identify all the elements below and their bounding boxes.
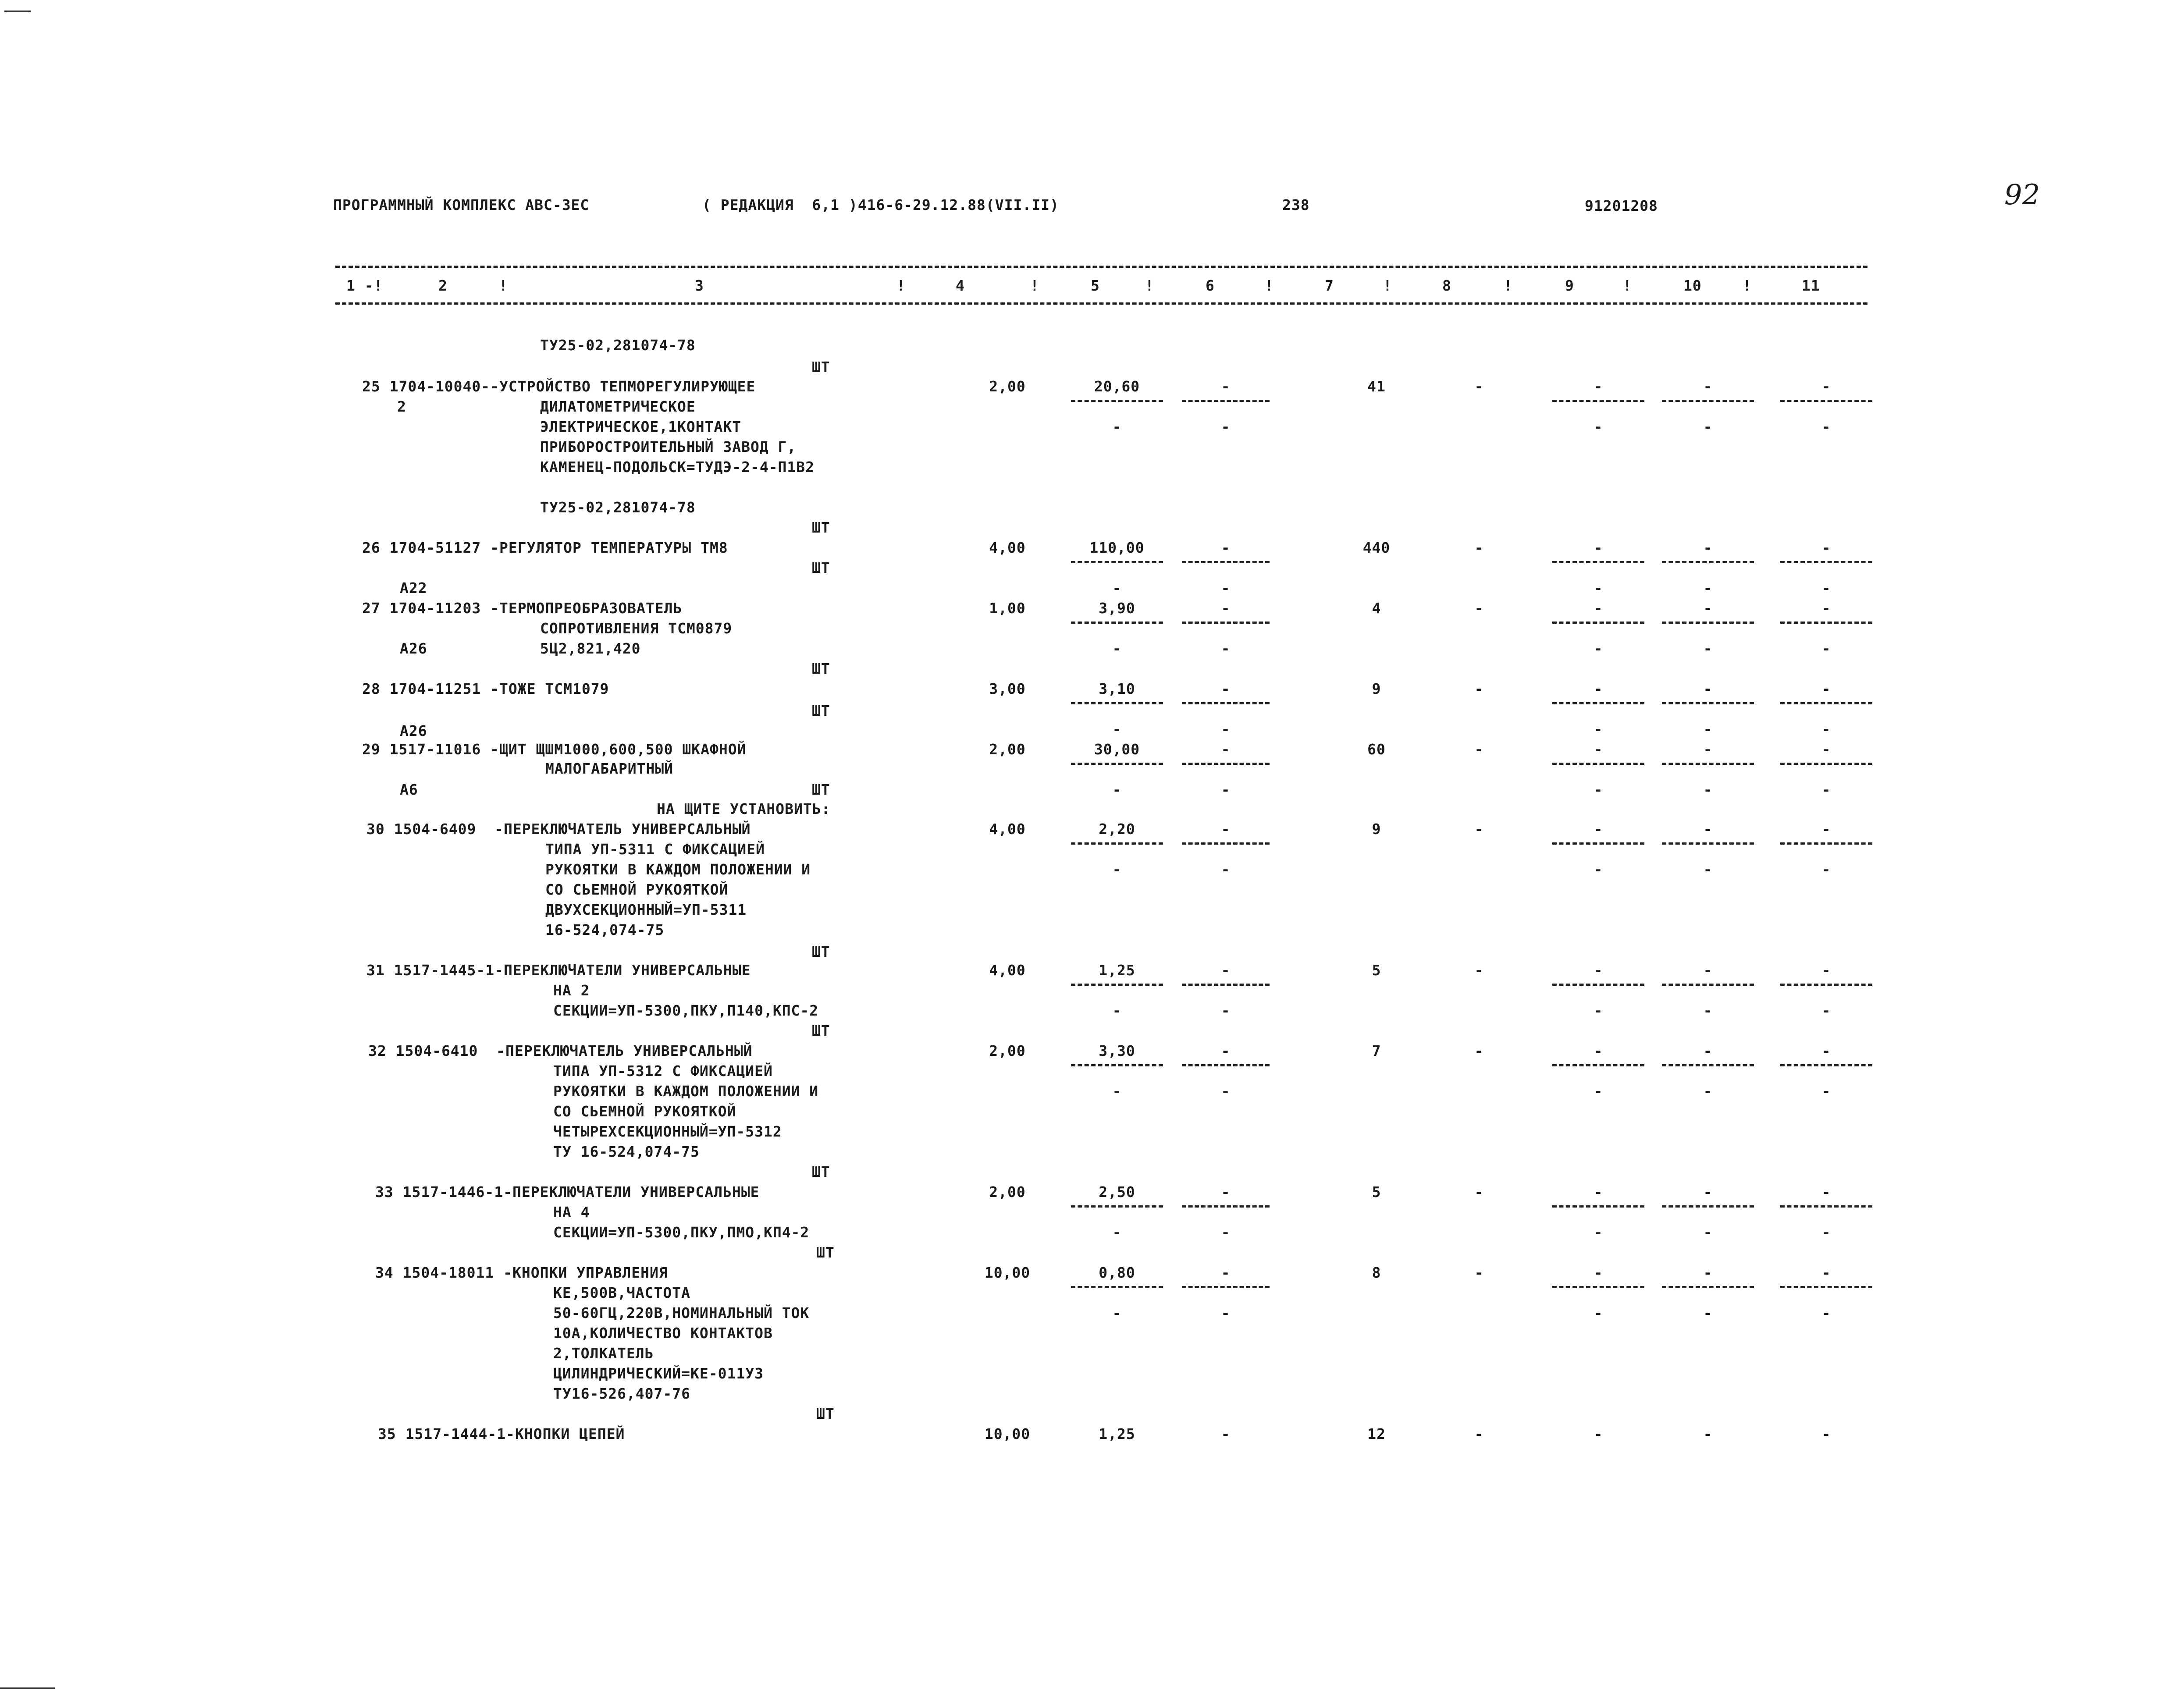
cell-c5: 20,60 bbox=[1094, 378, 1140, 395]
cell-underline bbox=[1662, 622, 1754, 624]
cell-underline bbox=[1662, 1286, 1754, 1288]
item-line: ДВУХСЕКЦИОННЫЙ=УП-5311 bbox=[545, 901, 747, 918]
cell-c4: 3,00 bbox=[989, 680, 1026, 697]
table-header-rule bbox=[335, 302, 1867, 305]
cell-underline bbox=[1071, 1286, 1163, 1288]
unit-label: ШТ bbox=[812, 519, 830, 536]
cell-underline bbox=[1182, 400, 1270, 402]
cell-c7: 7 bbox=[1372, 1042, 1381, 1059]
cell-c6: - bbox=[1221, 962, 1231, 979]
subtotal-dash: - bbox=[1703, 861, 1713, 878]
cell-underline bbox=[1662, 984, 1754, 986]
section-note: НА ЩИТЕ УСТАНОВИТЬ: bbox=[657, 800, 831, 817]
column-header: ! bbox=[1623, 277, 1632, 294]
unit-label: ШТ bbox=[812, 781, 830, 798]
subtotal-dash: - bbox=[1821, 861, 1831, 878]
subtotal-dash: - bbox=[1594, 781, 1603, 798]
cell-underline bbox=[1552, 1286, 1644, 1288]
item-line: ТУ16-526,407-76 bbox=[553, 1385, 691, 1402]
cell-underline bbox=[1182, 763, 1270, 765]
subtotal-dash: - bbox=[1112, 781, 1122, 798]
subtotal-dash: - bbox=[1821, 781, 1831, 798]
cell-c4: 4,00 bbox=[989, 962, 1026, 979]
program-title: ПРОГРАММНЫЙ КОМПЛЕКС АВС-3ЕС bbox=[333, 196, 590, 213]
cell-c4: 4,00 bbox=[989, 539, 1026, 556]
subtotal-dash: - bbox=[1821, 418, 1831, 435]
subtotal-dash: - bbox=[1594, 579, 1603, 597]
cell-c7: 9 bbox=[1372, 821, 1381, 838]
cell-c11: - bbox=[1821, 680, 1831, 697]
item-line: 26 1704-51127 -РЕГУЛЯТОР ТЕМПЕРАТУРЫ ТМ8 bbox=[362, 539, 728, 556]
cell-underline bbox=[1182, 984, 1270, 986]
cell-underline bbox=[1780, 842, 1872, 845]
cell-c5: 0,80 bbox=[1099, 1264, 1135, 1281]
subtotal-dash: - bbox=[1221, 861, 1231, 878]
cell-c10: - bbox=[1703, 378, 1713, 395]
cell-c5: 2,20 bbox=[1099, 821, 1135, 838]
subtotal-dash: - bbox=[1112, 1002, 1122, 1019]
cell-c7: 8 bbox=[1372, 1264, 1381, 1281]
spec-line: ТУ25-02,281074-78 bbox=[540, 337, 696, 354]
subtotal-dash: - bbox=[1112, 418, 1122, 435]
item-line: 31 1517-1445-1-ПЕРЕКЛЮЧАТЕЛИ УНИВЕРСАЛЬНЫЕ bbox=[366, 962, 751, 979]
cell-c11: - bbox=[1821, 539, 1831, 556]
item-line: КАМЕНЕЦ-ПОДОЛЬСК=ТУДЭ-2-4-П1В2 bbox=[540, 458, 815, 476]
subtotal-dash: - bbox=[1821, 1083, 1831, 1100]
item-line: ДИЛАТОМЕТРИЧЕСКОЕ bbox=[540, 398, 696, 415]
subtotal-dash: - bbox=[1221, 418, 1231, 435]
item-line: ТИПА УП-5312 С ФИКСАЦИЕЙ bbox=[553, 1062, 773, 1080]
unit-label: ШТ bbox=[812, 359, 830, 376]
cell-c9: - bbox=[1594, 1042, 1603, 1059]
subtotal-dash: - bbox=[1594, 418, 1603, 435]
cell-c10: - bbox=[1703, 600, 1713, 617]
item-line: СО СЬЕМНОЙ РУКОЯТКОЙ bbox=[553, 1103, 736, 1120]
cell-c6: - bbox=[1221, 1183, 1231, 1201]
cell-underline bbox=[1780, 561, 1872, 563]
column-header: 6 bbox=[1206, 277, 1215, 294]
column-header: 1 -! bbox=[346, 277, 383, 294]
item-line: 29 1517-11016 -ЩИТ ЩШМ1000,600,500 ШКАФНОЙ bbox=[362, 741, 747, 758]
item-line: А6 bbox=[400, 781, 418, 798]
cell-c5: 3,10 bbox=[1099, 680, 1135, 697]
column-header: ! bbox=[1265, 277, 1274, 294]
subtotal-dash: - bbox=[1703, 1002, 1713, 1019]
cell-underline bbox=[1552, 400, 1644, 402]
cell-c5: 1,25 bbox=[1099, 1425, 1135, 1442]
cell-c10: - bbox=[1703, 741, 1713, 758]
item-line: ТИПА УП-5311 С ФИКСАЦИЕЙ bbox=[545, 841, 765, 858]
cell-c5: 110,00 bbox=[1089, 539, 1145, 556]
column-header: ! bbox=[499, 277, 508, 294]
cell-c5: 2,50 bbox=[1099, 1183, 1135, 1201]
cell-underline bbox=[1780, 622, 1872, 624]
corner-mark bbox=[4, 11, 31, 12]
item-line: А26 bbox=[400, 722, 427, 739]
column-header: ! bbox=[1145, 277, 1154, 294]
corner-mark bbox=[0, 1687, 55, 1689]
item-line: СЕКЦИИ=УП-5300,ПКУ,П140,КПС-2 bbox=[553, 1002, 819, 1019]
cell-underline bbox=[1552, 561, 1644, 563]
cell-c6: - bbox=[1221, 1042, 1231, 1059]
item-line: ЦИЛИНДРИЧЕСКИЙ=КЕ-011У3 bbox=[553, 1365, 764, 1382]
cell-c5: 30,00 bbox=[1094, 741, 1140, 758]
cell-underline bbox=[1071, 1205, 1163, 1208]
cell-c8: - bbox=[1474, 539, 1484, 556]
cell-c11: - bbox=[1821, 1042, 1831, 1059]
item-line: 50-60ГЦ,220В,НОМИНАЛЬНЫЙ ТОК bbox=[553, 1304, 810, 1321]
subtotal-dash: - bbox=[1703, 418, 1713, 435]
subtotal-dash: - bbox=[1221, 640, 1231, 657]
item-line: ТУ 16-524,074-75 bbox=[553, 1143, 700, 1160]
subtotal-dash: - bbox=[1821, 640, 1831, 657]
cell-underline bbox=[1552, 763, 1644, 765]
item-line: 10А,КОЛИЧЕСТВО КОНТАКТОВ bbox=[553, 1325, 773, 1342]
cell-underline bbox=[1071, 702, 1163, 704]
cell-c11: - bbox=[1821, 378, 1831, 395]
document-code: 91201208 bbox=[1585, 197, 1658, 214]
subtotal-dash: - bbox=[1594, 640, 1603, 657]
cell-c7: 41 bbox=[1367, 378, 1386, 395]
cell-underline bbox=[1552, 622, 1644, 624]
column-header: 10 bbox=[1683, 277, 1702, 294]
cell-underline bbox=[1071, 622, 1163, 624]
cell-underline bbox=[1182, 1205, 1270, 1208]
subtotal-dash: - bbox=[1112, 640, 1122, 657]
column-header: ! bbox=[1504, 277, 1513, 294]
subtotal-dash: - bbox=[1703, 721, 1713, 738]
subtotal-dash: - bbox=[1821, 579, 1831, 597]
column-header: 4 bbox=[956, 277, 965, 294]
subtotal-dash: - bbox=[1594, 1083, 1603, 1100]
subtotal-dash: - bbox=[1221, 1304, 1231, 1321]
cell-c4: 10,00 bbox=[984, 1425, 1031, 1442]
cell-underline bbox=[1780, 1205, 1872, 1208]
cell-underline bbox=[1780, 1286, 1872, 1288]
subtotal-dash: - bbox=[1112, 721, 1122, 738]
subtotal-dash: - bbox=[1703, 1224, 1713, 1241]
cell-c8: - bbox=[1474, 741, 1484, 758]
unit-label: ШТ bbox=[812, 559, 830, 576]
item-line: СОПРОТИВЛЕНИЯ ТСМ0879 bbox=[540, 620, 733, 637]
cell-c5: 3,90 bbox=[1099, 600, 1135, 617]
item-line: СО СЬЕМНОЙ РУКОЯТКОЙ bbox=[545, 881, 729, 898]
cell-underline bbox=[1662, 763, 1754, 765]
item-line: НА 4 bbox=[553, 1204, 590, 1221]
cell-c6: - bbox=[1221, 1264, 1231, 1281]
item-line: 5Ц2,821,420 bbox=[540, 640, 641, 657]
cell-c6: - bbox=[1221, 539, 1231, 556]
table-top-rule bbox=[335, 266, 1867, 268]
cell-c6: - bbox=[1221, 821, 1231, 838]
edition-label: ( РЕДАКЦИЯ 6,1 )416-6-29.12.88(VII.II) bbox=[702, 196, 1059, 213]
cell-c10: - bbox=[1703, 821, 1713, 838]
cell-c8: - bbox=[1474, 1183, 1484, 1201]
unit-label: ШТ bbox=[812, 1022, 830, 1039]
cell-c6: - bbox=[1221, 741, 1231, 758]
cell-underline bbox=[1182, 561, 1270, 563]
cell-underline bbox=[1071, 763, 1163, 765]
item-line: 27 1704-11203 -ТЕРМОПРЕОБРАЗОВАТЕЛЬ bbox=[362, 600, 683, 617]
unit-label: ШТ bbox=[812, 1163, 830, 1180]
column-header: 11 bbox=[1802, 277, 1820, 294]
cell-c11: - bbox=[1821, 1264, 1831, 1281]
cell-c9: - bbox=[1594, 378, 1603, 395]
subtotal-dash: - bbox=[1821, 1002, 1831, 1019]
cell-underline bbox=[1662, 1205, 1754, 1208]
item-line: РУКОЯТКИ В КАЖДОМ ПОЛОЖЕНИИ И bbox=[553, 1083, 819, 1100]
subtotal-dash: - bbox=[1703, 781, 1713, 798]
item-line: ЭЛЕКТРИЧЕСКОЕ,1КОНТАКТ bbox=[540, 418, 742, 435]
cell-c8: - bbox=[1474, 1264, 1484, 1281]
cell-c4: 2,00 bbox=[989, 1183, 1026, 1201]
cell-c11: - bbox=[1821, 962, 1831, 979]
subtotal-dash: - bbox=[1821, 1304, 1831, 1321]
column-header: 7 bbox=[1325, 277, 1334, 294]
cell-c8: - bbox=[1474, 378, 1484, 395]
item-line: 25 1704-10040--УСТРОЙСТВО ТЕПМОРЕГУЛИРУЮЩЕЕ bbox=[362, 378, 756, 395]
cell-underline bbox=[1071, 984, 1163, 986]
cell-c10: - bbox=[1703, 1042, 1713, 1059]
cell-c9: - bbox=[1594, 680, 1603, 697]
subtotal-dash: - bbox=[1594, 1002, 1603, 1019]
cell-underline bbox=[1662, 1064, 1754, 1066]
column-header: 8 bbox=[1442, 277, 1451, 294]
column-header: 3 bbox=[695, 277, 704, 294]
cell-c9: - bbox=[1594, 962, 1603, 979]
subtotal-dash: - bbox=[1221, 1002, 1231, 1019]
cell-c10: - bbox=[1703, 1425, 1713, 1442]
cell-c10: - bbox=[1703, 680, 1713, 697]
cell-c8: - bbox=[1474, 962, 1484, 979]
column-header: 2 bbox=[438, 277, 448, 294]
subtotal-dash: - bbox=[1703, 1083, 1713, 1100]
subtotal-dash: - bbox=[1594, 861, 1603, 878]
subtotal-dash: - bbox=[1112, 579, 1122, 597]
cell-underline bbox=[1182, 622, 1270, 624]
item-line: ПРИБОРОСТРОИТЕЛЬНЫЙ ЗАВОД Г, bbox=[540, 438, 797, 455]
cell-c8: - bbox=[1474, 1425, 1484, 1442]
cell-underline bbox=[1662, 702, 1754, 704]
column-header: 5 bbox=[1091, 277, 1100, 294]
cell-c7: 440 bbox=[1362, 539, 1391, 556]
cell-c7: 9 bbox=[1372, 680, 1381, 697]
cell-underline bbox=[1552, 842, 1644, 845]
unit-label: ШТ bbox=[812, 660, 830, 677]
cell-c9: - bbox=[1594, 600, 1603, 617]
cell-c6: - bbox=[1221, 1425, 1231, 1442]
item-line: РУКОЯТКИ В КАЖДОМ ПОЛОЖЕНИИ И bbox=[545, 861, 811, 878]
page-number: 238 bbox=[1282, 196, 1310, 213]
cell-c9: - bbox=[1594, 821, 1603, 838]
subtotal-dash: - bbox=[1221, 1083, 1231, 1100]
cell-c11: - bbox=[1821, 821, 1831, 838]
cell-underline bbox=[1182, 842, 1270, 845]
cell-c10: - bbox=[1703, 539, 1713, 556]
subtotal-dash: - bbox=[1703, 579, 1713, 597]
cell-c4: 4,00 bbox=[989, 821, 1026, 838]
cell-c6: - bbox=[1221, 378, 1231, 395]
cell-c9: - bbox=[1594, 1264, 1603, 1281]
cell-underline bbox=[1552, 702, 1644, 704]
cell-c10: - bbox=[1703, 1183, 1713, 1201]
cell-c5: 3,30 bbox=[1099, 1042, 1135, 1059]
cell-underline bbox=[1780, 702, 1872, 704]
cell-c9: - bbox=[1594, 1183, 1603, 1201]
cell-underline bbox=[1662, 561, 1754, 563]
cell-underline bbox=[1552, 1205, 1644, 1208]
cell-underline bbox=[1182, 702, 1270, 704]
cell-c10: - bbox=[1703, 962, 1713, 979]
cell-c9: - bbox=[1594, 1425, 1603, 1442]
item-line: МАЛОГАБАРИТНЫЙ bbox=[545, 760, 674, 777]
subtotal-dash: - bbox=[1821, 721, 1831, 738]
unit-label: ШТ bbox=[812, 943, 830, 960]
cell-underline bbox=[1662, 400, 1754, 402]
cell-underline bbox=[1662, 842, 1754, 845]
item-line: 2,ТОЛКАТЕЛЬ bbox=[553, 1345, 654, 1362]
subtotal-dash: - bbox=[1594, 1224, 1603, 1241]
cell-underline bbox=[1071, 561, 1163, 563]
cell-c7: 4 bbox=[1372, 600, 1381, 617]
cell-c8: - bbox=[1474, 600, 1484, 617]
column-header: ! bbox=[896, 277, 906, 294]
cell-c6: - bbox=[1221, 600, 1231, 617]
cell-c4: 2,00 bbox=[989, 741, 1026, 758]
unit-label: ШТ bbox=[816, 1405, 835, 1422]
item-line: А22 bbox=[400, 579, 427, 597]
cell-underline bbox=[1780, 763, 1872, 765]
subtotal-dash: - bbox=[1221, 579, 1231, 597]
cell-c5: 1,25 bbox=[1099, 962, 1135, 979]
cell-c4: 10,00 bbox=[984, 1264, 1031, 1281]
cell-c8: - bbox=[1474, 1042, 1484, 1059]
item-line: 30 1504-6409 -ПЕРЕКЛЮЧАТЕЛЬ УНИВЕРСАЛЬНЫЙ bbox=[366, 821, 751, 838]
subtotal-dash: - bbox=[1112, 1083, 1122, 1100]
subtotal-dash: - bbox=[1594, 721, 1603, 738]
cell-c10: - bbox=[1703, 1264, 1713, 1281]
cell-underline bbox=[1552, 1064, 1644, 1066]
cell-c6: - bbox=[1221, 680, 1231, 697]
item-line: КЕ,500В,ЧАСТОТА bbox=[553, 1284, 691, 1301]
cell-underline bbox=[1780, 1064, 1872, 1066]
item-line: 33 1517-1446-1-ПЕРЕКЛЮЧАТЕЛИ УНИВЕРСАЛЬНЫЕ bbox=[375, 1183, 760, 1201]
column-header: 9 bbox=[1565, 277, 1574, 294]
item-line: 28 1704-11251 -ТОЖЕ ТСМ1079 bbox=[362, 680, 609, 697]
item-line: СЕКЦИИ=УП-5300,ПКУ,ПМО,КП4-2 bbox=[553, 1224, 810, 1241]
cell-c11: - bbox=[1821, 1183, 1831, 1201]
item-line: ЧЕТЫРЕХСЕКЦИОННЫЙ=УП-5312 bbox=[553, 1123, 782, 1140]
spec-line: ТУ25-02,281074-78 bbox=[540, 499, 696, 516]
cell-underline bbox=[1780, 984, 1872, 986]
subtotal-dash: - bbox=[1594, 1304, 1603, 1321]
cell-c9: - bbox=[1594, 539, 1603, 556]
subtotal-dash: - bbox=[1112, 861, 1122, 878]
subtotal-dash: - bbox=[1221, 721, 1231, 738]
item-line: 2 bbox=[397, 398, 406, 415]
sheet-number: 92 bbox=[2004, 179, 2040, 211]
cell-c4: 2,00 bbox=[989, 378, 1026, 395]
cell-c7: 5 bbox=[1372, 1183, 1381, 1201]
cell-underline bbox=[1780, 400, 1872, 402]
cell-underline bbox=[1182, 1286, 1270, 1288]
cell-c7: 60 bbox=[1367, 741, 1386, 758]
column-header: ! bbox=[1743, 277, 1752, 294]
subtotal-dash: - bbox=[1112, 1224, 1122, 1241]
cell-c9: - bbox=[1594, 741, 1603, 758]
subtotal-dash: - bbox=[1112, 1304, 1122, 1321]
cell-underline bbox=[1071, 842, 1163, 845]
cell-c11: - bbox=[1821, 600, 1831, 617]
subtotal-dash: - bbox=[1703, 640, 1713, 657]
cell-underline bbox=[1552, 984, 1644, 986]
column-header: ! bbox=[1383, 277, 1392, 294]
subtotal-dash: - bbox=[1221, 781, 1231, 798]
cell-underline bbox=[1071, 1064, 1163, 1066]
unit-label: ШТ bbox=[816, 1244, 835, 1261]
item-line: А26 bbox=[400, 640, 427, 657]
unit-label: ШТ bbox=[812, 702, 830, 719]
item-line: 35 1517-1444-1-КНОПКИ ЦЕПЕЙ bbox=[378, 1425, 625, 1442]
cell-c8: - bbox=[1474, 680, 1484, 697]
cell-c11: - bbox=[1821, 1425, 1831, 1442]
subtotal-dash: - bbox=[1221, 1224, 1231, 1241]
item-line: 16-524,074-75 bbox=[545, 921, 665, 938]
item-line: 34 1504-18011 -КНОПКИ УПРАВЛЕНИЯ bbox=[375, 1264, 668, 1281]
subtotal-dash: - bbox=[1703, 1304, 1713, 1321]
subtotal-dash: - bbox=[1821, 1224, 1831, 1241]
cell-c4: 2,00 bbox=[989, 1042, 1026, 1059]
cell-c7: 5 bbox=[1372, 962, 1381, 979]
cell-c11: - bbox=[1821, 741, 1831, 758]
cell-underline bbox=[1071, 400, 1163, 402]
cell-c8: - bbox=[1474, 821, 1484, 838]
cell-c7: 12 bbox=[1367, 1425, 1386, 1442]
cell-underline bbox=[1182, 1064, 1270, 1066]
item-line: 32 1504-6410 -ПЕРЕКЛЮЧАТЕЛЬ УНИВЕРСАЛЬНЫЙ bbox=[368, 1042, 753, 1059]
item-line: НА 2 bbox=[553, 982, 590, 999]
cell-c4: 1,00 bbox=[989, 600, 1026, 617]
column-header: ! bbox=[1030, 277, 1039, 294]
